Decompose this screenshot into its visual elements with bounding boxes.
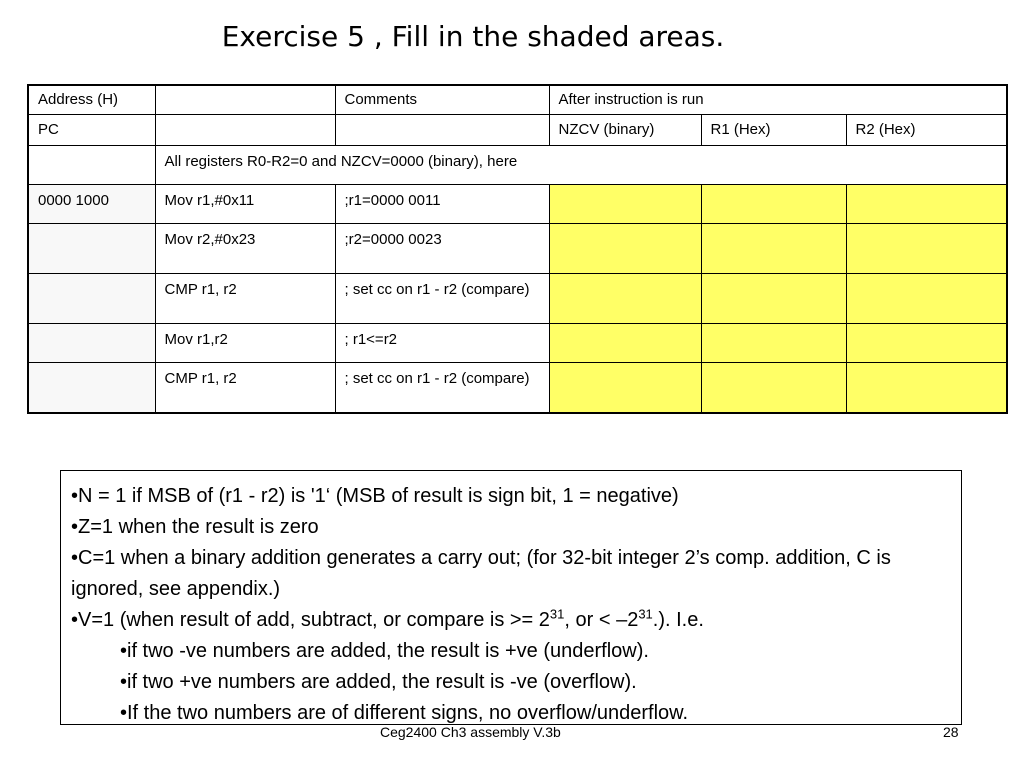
instruction-cell: CMP r1, r2 xyxy=(155,363,335,414)
nzcv-answer-cell[interactable] xyxy=(549,185,701,224)
header-blank xyxy=(155,85,335,115)
exercise-table xyxy=(27,84,1008,414)
v-text-mid: , or < –2 xyxy=(564,609,639,631)
page-number: 28 xyxy=(943,724,959,740)
address-cell xyxy=(28,224,155,274)
header-after-instruction: After instruction is run xyxy=(549,85,1007,115)
r1-answer-cell[interactable] xyxy=(701,363,846,414)
nzcv-answer-cell[interactable] xyxy=(549,324,701,363)
r2-answer-cell[interactable] xyxy=(846,224,1007,274)
initial-state-note: All registers R0-R2=0 and NZCV=0000 (binary), here xyxy=(155,146,1007,185)
comment-cell: ; set cc on r1 - r2 (compare) xyxy=(335,274,549,324)
r2-answer-cell[interactable] xyxy=(846,274,1007,324)
note-blank xyxy=(28,146,155,185)
comment-cell: ; set cc on r1 - r2 (compare) xyxy=(335,363,549,414)
note-different-signs: •If the two numbers are of different signs, no overflow/underflow. xyxy=(120,702,689,724)
nzcv-answer-cell[interactable] xyxy=(549,224,701,274)
table-header-row xyxy=(28,85,1007,115)
page-title: Exercise 5 , Fill in the shaded areas. xyxy=(221,20,725,53)
note-v-flag xyxy=(71,605,951,636)
instruction-cell: Mov r2,#0x23 xyxy=(155,224,335,274)
table-note-row xyxy=(28,146,1007,185)
subheader-blank-2 xyxy=(335,115,549,146)
note-underflow: •if two -ve numbers are added, the result is +ve (underflow). xyxy=(120,640,649,662)
table-row xyxy=(28,324,1007,363)
header-nzcv: NZCV (binary) xyxy=(549,115,701,146)
slide-footer: Ceg2400 Ch3 assembly V.3b xyxy=(380,724,561,740)
v-exponent-2: 31 xyxy=(638,606,653,622)
instruction-cell: CMP r1, r2 xyxy=(155,274,335,324)
r2-answer-cell[interactable] xyxy=(846,324,1007,363)
v-exponent-1: 31 xyxy=(549,606,565,622)
comment-cell: ; r1<=r2 xyxy=(335,324,549,363)
note-n-flag: •N = 1 if MSB of (r1 - r2) is '1‘ (MSB of result is sign bit, 1 = negative) xyxy=(71,485,679,507)
r2-answer-cell[interactable] xyxy=(846,185,1007,224)
table-row xyxy=(28,274,1007,324)
instruction-cell: Mov r1,#0x11 xyxy=(155,185,335,224)
subheader-blank-1 xyxy=(155,115,335,146)
header-pc: PC xyxy=(28,115,155,146)
header-comments: Comments xyxy=(335,85,549,115)
address-cell xyxy=(28,274,155,324)
header-address: Address (H) xyxy=(28,85,155,115)
comment-cell: ;r2=0000 0023 xyxy=(335,224,549,274)
r2-answer-cell[interactable] xyxy=(846,363,1007,414)
note-overflow: •if two +ve numbers are added, the result is -ve (overflow). xyxy=(120,671,637,693)
nzcv-answer-cell[interactable] xyxy=(549,363,701,414)
header-r2: R2 (Hex) xyxy=(846,115,1007,146)
nzcv-answer-cell[interactable] xyxy=(549,274,701,324)
table-row xyxy=(28,363,1007,414)
address-cell xyxy=(28,324,155,363)
r1-answer-cell[interactable] xyxy=(701,185,846,224)
comment-cell: ;r1=0000 0011 xyxy=(335,185,549,224)
r1-answer-cell[interactable] xyxy=(701,224,846,274)
flags-notes-box xyxy=(60,470,962,725)
r1-answer-cell[interactable] xyxy=(701,274,846,324)
table-row xyxy=(28,185,1007,224)
note-c-flag: •C=1 when a binary addition generates a carry out; (for 32-bit integer 2’s comp. addition, C is ignored, see appendix.) xyxy=(71,547,891,600)
header-r1: R1 (Hex) xyxy=(701,115,846,146)
table-subheader-row xyxy=(28,115,1007,146)
table-row xyxy=(28,224,1007,274)
instruction-cell: Mov r1,r2 xyxy=(155,324,335,363)
r1-answer-cell[interactable] xyxy=(701,324,846,363)
note-z-flag: •Z=1 when the result is zero xyxy=(71,516,319,538)
address-cell: 0000 1000 xyxy=(28,185,155,224)
v-text-prefix: •V=1 (when result of add, subtract, or compare is >= 2 xyxy=(71,609,550,631)
v-text-suffix: .). I.e. xyxy=(652,609,704,631)
address-cell xyxy=(28,363,155,414)
